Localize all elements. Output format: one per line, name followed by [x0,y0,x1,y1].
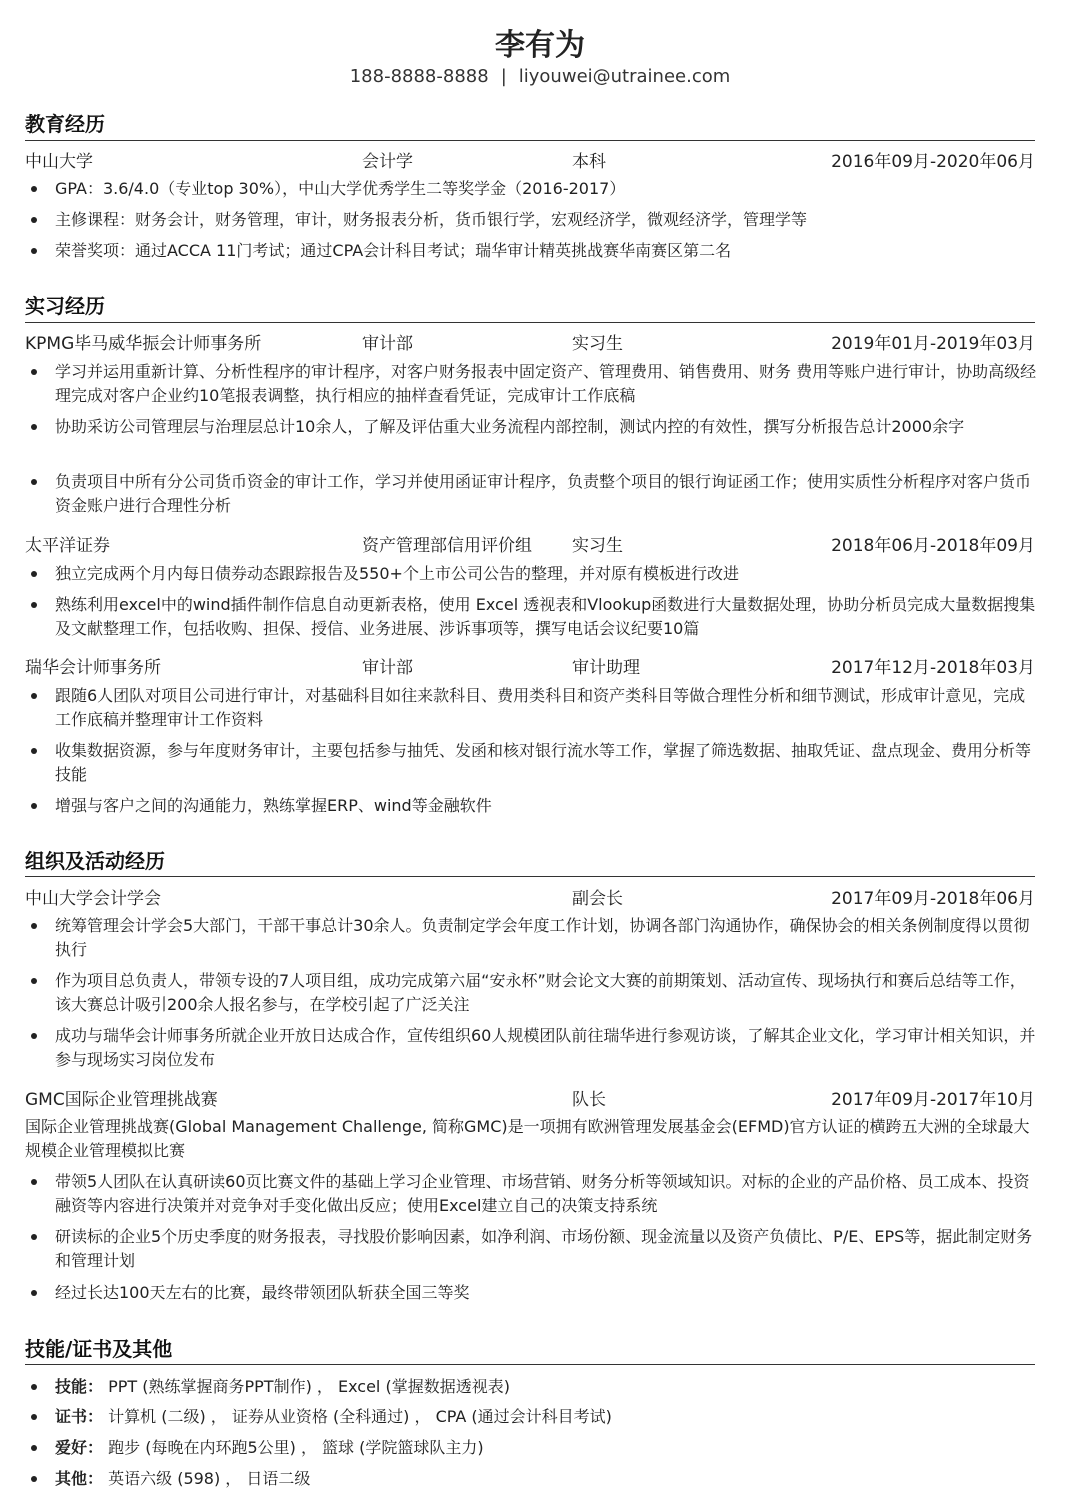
phone-number: 188-8888-8888 [349,66,489,87]
entry-header [25,329,1035,353]
section-title-education: 教育经历 [25,112,105,136]
section-divider [25,140,1035,141]
entry-org: 太平洋证券 [25,536,110,556]
entry-dept: 会计学 [362,152,413,172]
skills-text: PPT (熟练掌握商务PPT制作) ， Excel (掌握数据透视表) [108,1377,510,1396]
list-item: 统筹管理会计学会5大部门，干部干事总计30余人。负责制定学会年度工作计划，协调各部门沟通协作，确保协会的相关条例制度得以贯彻执行 [55,914,1040,962]
entry-dept: 资产管理部信用评价组 [362,536,532,556]
entry-org: 中山大学会计学会 [25,889,161,909]
list-item: 负责项目中所有分公司货币资金的审计工作，学习并使用函证审计程序，负责整个项目的银行询证函工作；使用实质性分析程序对客户货币资金账户进行合理性分析 [55,470,1040,518]
section-divider [25,876,1035,877]
skills-label: 爱好： [55,1438,104,1457]
entry-date: 2017年09月-2018年06月 [831,889,1035,909]
skills-label: 技能： [55,1377,104,1396]
skills-text: 跑步 (每晚在内环跑5公里) ， 篮球 (学院篮球队主力) [108,1438,484,1457]
entry-header [25,147,1035,171]
entry-role: 本科 [572,152,606,172]
skills-label: 证书： [55,1407,104,1426]
skills-item [55,1436,1040,1460]
list-item: 研读标的企业5个历史季度的财务报表，寻找股价影响因素，如净利润、市场份额、现金流量以及资产负债比、P/E、EPS等，据此制定财务和管理计划 [55,1225,1040,1273]
list-item: 经过长达100天左右的比赛，最终带领团队斩获全国三等奖 [55,1281,1040,1305]
entry-org: GMC国际企业管理挑战赛 [25,1090,218,1110]
skills-item [55,1375,1040,1399]
entry-role: 实习生 [572,536,623,556]
list-item: 收集数据资源，参与年度财务审计，主要包括参与抽凭、发函和核对银行流水等工作，掌握了筛选数据、抽取凭证、盘点现金、费用分析等技能 [55,739,1040,787]
list-item: 熟练利用excel中的wind插件制作信息自动更新表格，使用 Excel 透视表和Vlookup函数进行大量数据处理，协助分析员完成大量数据搜集及文献整理工作，包括收购、担保、授信、业务进展、涉诉事项等，撰写电话会议纪要10篇 [55,593,1040,641]
entry-org: KPMG毕马威华振会计师事务所 [25,334,262,354]
entry-date: 2018年06月-2018年09月 [831,536,1035,556]
email-address: liyouwei@utrainee.com [518,66,731,87]
entry-header [25,531,1035,555]
skills-text: 计算机 (二级) ， 证券从业资格 (全科通过) ， CPA (通过会计科目考试) [108,1407,612,1426]
list-item: 跟随6人团队对项目公司进行审计，对基础科目如往来款科目、费用类科目和资产类科目等做合理性分析和细节测试，形成审计意见，完成工作底稿并整理审计工作资料 [55,684,1040,732]
entry-role: 队长 [572,1090,606,1110]
entry-header [25,884,1035,908]
skills-item [55,1405,1040,1429]
contact-separator: | [500,66,507,87]
section-divider [25,1364,1035,1365]
entry-org: 瑞华会计师事务所 [25,658,161,678]
list-item: 主修课程：财务会计，财务管理，审计，财务报表分析，货币银行学，宏观经济学，微观经济学，管理学等 [55,208,1040,232]
entry-org: 中山大学 [25,152,93,172]
entry-intro: 国际企业管理挑战赛(Global Management Challenge, 简称GMC)是一项拥有欧洲管理发展基金会(EFMD)官方认证的横跨五大洲的全球最大规模企业管理模拟比赛 [25,1117,1030,1160]
list-item: 增强与客户之间的沟通能力，熟练掌握ERP、wind等金融软件 [55,794,1040,818]
list-item: 学习并运用重新计算、分析性程序的审计程序，对客户财务报表中固定资产、管理费用、销售费用、财务 费用等账户进行审计，协助高级经理完成对客户企业约10笔报表调整，执行相应的抽样查看凭证，完成审计工作底稿 [55,360,1040,408]
entry-role: 审计助理 [572,658,640,678]
entry-dept: 审计部 [362,658,413,678]
entry-role: 实习生 [572,334,623,354]
entry-date: 2017年09月-2017年10月 [831,1090,1035,1110]
list-item: 荣誉奖项：通过ACCA 11门考试；通过CPA会计科目考试；瑞华审计精英挑战赛华南赛区第二名 [55,239,1040,263]
list-item: 带领5人团队在认真研读60页比赛文件的基础上学习企业管理、市场营销、财务分析等领域知识。对标的企业的产品价格、员工成本、投资融资等内容进行决策并对竞争对手变化做出反应；使用Excel建立自己的决策支持系统 [55,1170,1040,1218]
entry-date: 2016年09月-2020年06月 [831,152,1035,172]
list-item: 作为项目总负责人，带领专设的7人项目组，成功完成第六届“安永杯”财会论文大赛的前期策划、活动宣传、现场执行和赛后总结等工作，该大赛总计吸引200余人报名参与，在学校引起了广泛关注 [55,969,1040,1017]
entry-dept: 审计部 [362,334,413,354]
skills-label: 其他： [55,1469,104,1488]
entry-header [25,1085,1035,1109]
candidate-name: 李有为 [495,28,585,63]
list-item: 协助采访公司管理层与治理层总计10余人，了解及评估重大业务流程内部控制，测试内控的有效性，撰写分析报告总计2000余字 [55,415,1040,439]
section-title-activities: 组织及活动经历 [25,849,165,873]
contact-line [0,66,1080,87]
list-item: GPA：3.6/4.0（专业top 30%），中山大学优秀学生二等奖学金（2016-2017） [55,177,1040,201]
section-title-internship: 实习经历 [25,294,105,318]
entry-date: 2019年01月-2019年03月 [831,334,1035,354]
entry-date: 2017年12月-2018年03月 [831,658,1035,678]
entry-header [25,653,1035,677]
entry-role: 副会长 [572,889,623,909]
skills-text: 英语六级 (598) ， 日语二级 [108,1469,311,1488]
section-divider [25,322,1035,323]
list-item: 成功与瑞华会计师事务所就企业开放日达成合作，宣传组织60人规模团队前往瑞华进行参观访谈，了解其企业文化，学习审计相关知识，并参与现场实习岗位发布 [55,1024,1040,1072]
skills-item [55,1467,1040,1491]
section-title-skills: 技能/证书及其他 [25,1337,173,1361]
list-item: 独立完成两个月内每日债券动态跟踪报告及550+个上市公司公告的整理，并对原有模板进行改进 [55,562,1040,586]
